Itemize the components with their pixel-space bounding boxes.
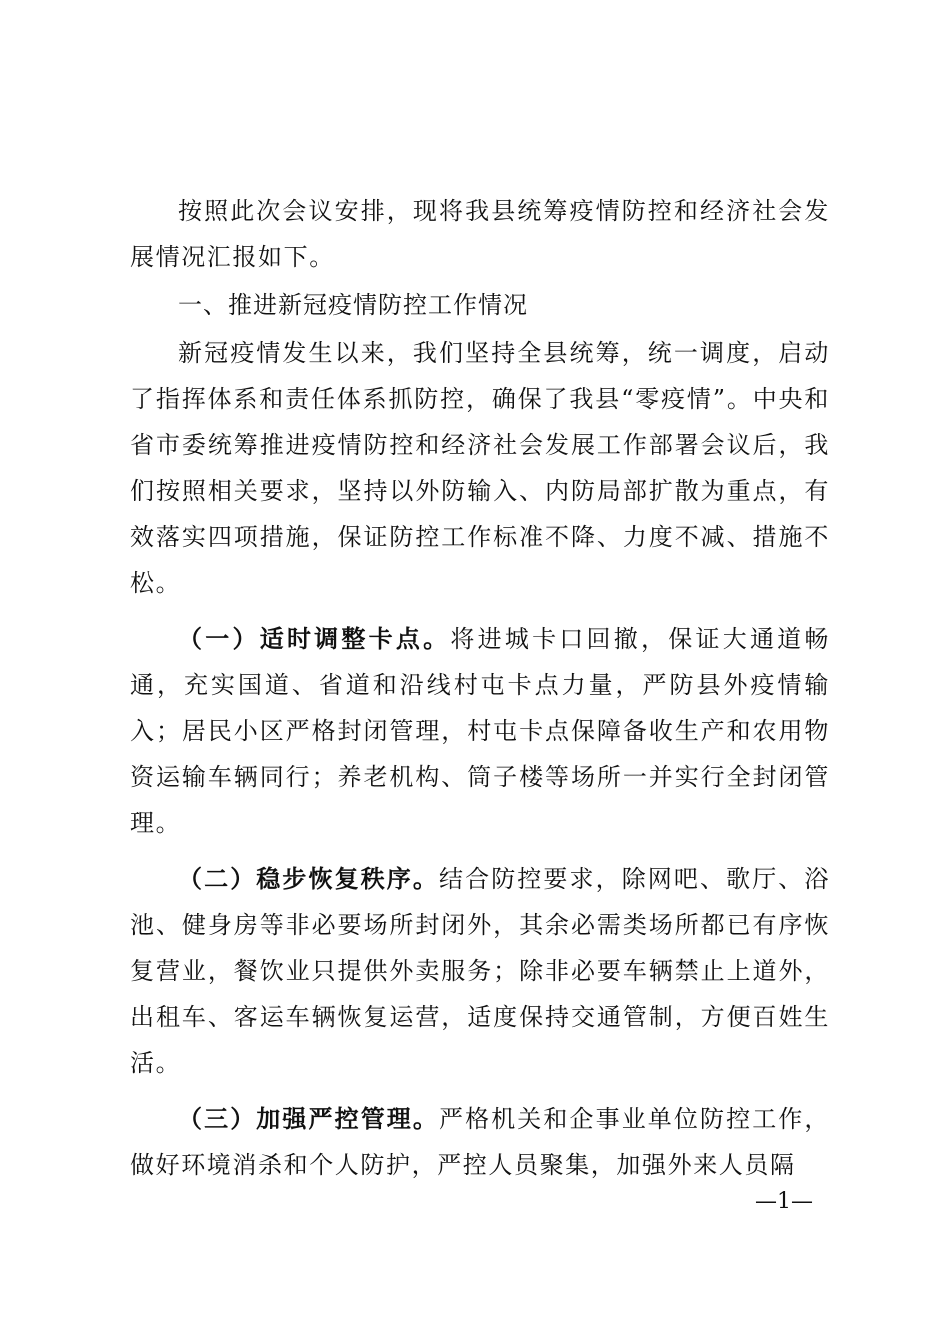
measure-title-2: （二）稳步恢复秩序。 xyxy=(178,864,439,893)
measure-title-3: （三）加强严控管理。 xyxy=(178,1104,439,1133)
measure-paragraph-3 xyxy=(130,1096,830,1188)
measure-text-2: 结合防控要求，除网吧、歌厅、浴池、健身房等非必要场所封闭外，其余必需类场所都已有序恢复营业，餐饮业只提供外卖服务；除非必要车辆禁止上道外，出租车、客运车辆恢复运营，适度保持交通管制，方便百姓生活。 xyxy=(130,865,830,1077)
page-number: —1— xyxy=(755,1189,813,1214)
measure-title-1: （一）适时调整卡点。 xyxy=(178,624,451,653)
measure-text-1: 将进城卡口回撤，保证大通道畅通，充实国道、省道和沿线村屯卡点力量，严防县外疫情输入；居民小区严格封闭管理，村屯卡点保障备收生产和农用物资运输车辆同行；养老机构、筒子楼等场所一并实行全封闭管理。 xyxy=(130,625,831,837)
intro-paragraph: 按照此次会议安排，现将我县统筹疫情防控和经济社会发展情况汇报如下。 xyxy=(130,197,830,271)
section-body-paragraph: 新冠疫情发生以来，我们坚持全县统筹，统一调度，启动了指挥体系和责任体系抓防控，确保了我县“零疫情”。中央和省市委统筹推进疫情防控和经济社会发展工作部署会议后，我们按照相关要求，坚持以外防输入、内防局部扩散为重点，有效落实四项措施，保证防控工作标准不降、力度不减、措施不松。 xyxy=(130,339,830,597)
document-body xyxy=(130,188,830,1188)
measure-paragraph-1 xyxy=(130,616,830,846)
section-heading: 一、推进新冠疫情防控工作情况 xyxy=(178,291,528,319)
measure-text-3: 严格机关和企事业单位防控工作，做好环境消杀和个人防护，严控人员聚集，加强外来人员隔 xyxy=(130,1105,830,1179)
measure-paragraph-2 xyxy=(130,856,830,1086)
